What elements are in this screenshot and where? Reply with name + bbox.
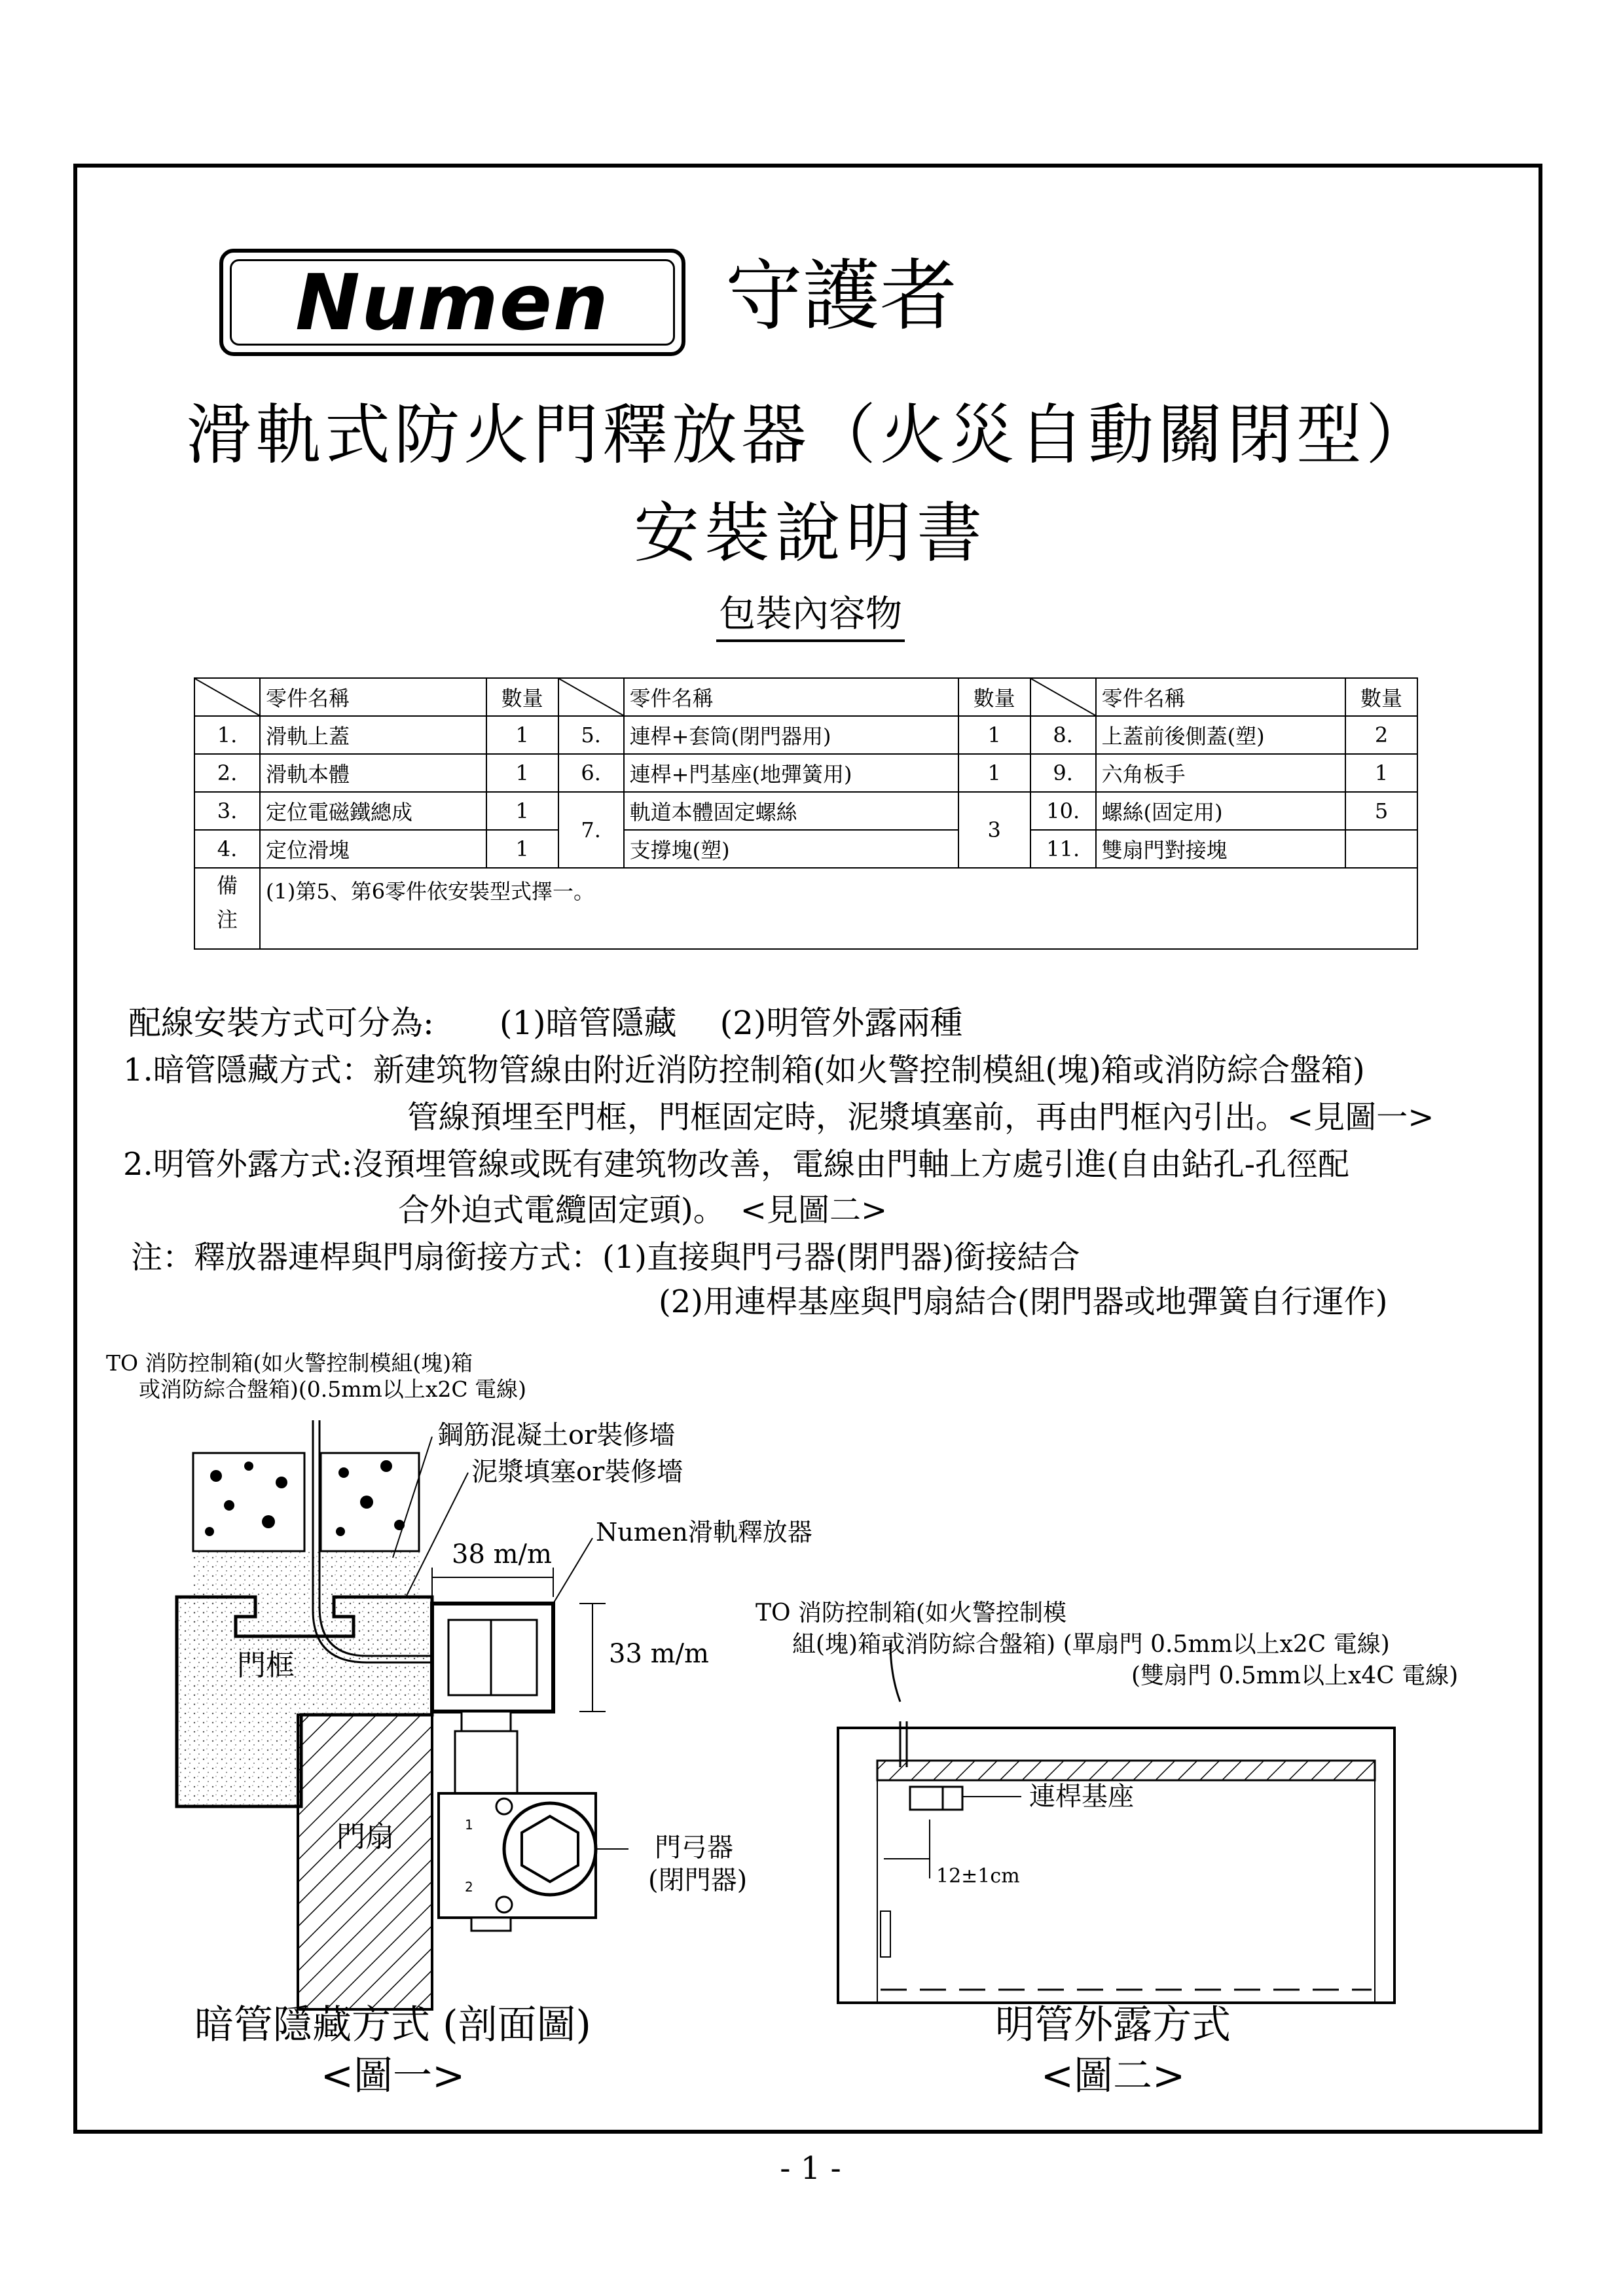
fig1-source-label-1: TO 消防控制箱(如火警控制模組(塊)箱 [106,1350,473,1376]
dim-width-value: 38 [452,1539,485,1570]
document-subtitle: 安裝說明書 [634,495,987,571]
note-label [194,868,260,949]
note-row [194,868,1417,949]
concealed-method: 1.暗管隱藏方式：新建筑物管線由附近消防控制箱(如火警控制模組(塊)箱或消防綜合盤箱) [123,1052,1365,1088]
part-name: 六角板手 [1096,754,1345,792]
package-contents-heading [0,592,1621,636]
part-no: 8. [1030,716,1096,754]
numen-logo [219,249,685,356]
part-no: 2. [194,754,260,792]
svg-text:1: 1 [465,1817,473,1833]
part-no: 6. [558,754,624,792]
table-row [194,716,1417,754]
part-name: 定位電磁鐵總成 [260,792,486,830]
part-qty: 1 [486,716,558,754]
table-row [194,754,1417,792]
part-name: 螺絲(固定用) [1096,792,1345,830]
fig2-base-label: 連桿基座 [1029,1782,1134,1812]
part-no: 9. [1030,754,1096,792]
figure-2-caption-text: 明管外露方式 [995,2002,1231,2048]
connection-note: 注：釋放器連桿與門扇銜接方式：(1)直接與門弓器(閉門器)銜接結合 [131,1239,1080,1276]
header-qty: 數量 [1345,678,1417,716]
part-name: 連桿+門基座(地彈簧用) [624,754,958,792]
part-qty: 1 [1345,754,1417,792]
part-qty [1345,830,1417,868]
figure-2-caption-ref: <圖二> [1040,2053,1186,2099]
exposed-method: 2.明管外露方式:沒預埋管線或既有建筑物改善，電線由門軸上方處引進(自由鉆孔-孔徑配 [123,1146,1349,1183]
svg-text:2: 2 [465,1879,473,1895]
parts-table [194,677,1418,950]
figure-1-caption-ref: <圖一> [320,2053,465,2099]
part-name: 滑軌上蓋 [260,716,486,754]
wiring-methods: 配線安裝方式可分為: (1)暗管隱藏 (2)明管外露兩種 [128,1004,963,1042]
fig1-wall-label: 鋼筋混凝土or裝修墻 [437,1420,676,1450]
fig1-device-label: Numen滑軌釋放器 [596,1518,812,1547]
brand-name: 守護者 [725,251,958,341]
part-name: 軌道本體固定螺絲 [624,792,958,830]
fig2-source-label-3: (雙扇門 0.5mm以上x4C 電線) [1131,1662,1459,1689]
part-name: 支撐塊(塑) [624,830,958,868]
document-title: 滑軌式防火門釋放器（火災自動關閉型） [186,397,1435,473]
part-qty: 5 [1345,792,1417,830]
figure-1-caption-text: 暗管隱藏方式 (剖面圖) [194,2002,591,2048]
fig1-closer-label-1: 門弓器 [655,1833,733,1863]
top-rail [877,1761,1375,1780]
note-label-2: 注 [216,907,238,932]
part-name: 定位滑塊 [260,830,486,868]
part-qty: 1 [486,792,558,830]
connection-note-cont: (2)用連桿基座與門扇結合(閉門器或地彈簧自行運作) [659,1283,1388,1320]
note-text: (1)第5、第6零件依安裝型式擇一。 [260,868,1417,949]
dim-unit: m/m [493,1539,552,1570]
fig1-grout-label: 泥漿填塞or裝修墻 [471,1457,683,1487]
figure-2-caption [851,2000,1375,2102]
header-name: 零件名稱 [260,678,486,716]
header-corner [558,678,624,716]
part-qty: 3 [958,792,1030,868]
part-name: 連桿+套筒(閉門器用) [624,716,958,754]
fig1-frame-label: 門框 [237,1649,295,1682]
page-number: - 1 - [780,2150,841,2187]
header-corner [194,678,260,716]
fig1-leaf-label: 門扇 [337,1820,394,1854]
figure-1-caption [131,2000,655,2102]
package-contents-label: 包裝內容物 [716,593,905,642]
header-qty: 數量 [958,678,1030,716]
part-name: 雙扇門對接塊 [1096,830,1345,868]
part-no: 1. [194,716,260,754]
part-no: 10. [1030,792,1096,830]
table-header-row [194,678,1417,716]
part-qty: 1 [958,716,1030,754]
header-corner [1030,678,1096,716]
part-name: 上蓋前後側蓋(塑) [1096,716,1345,754]
part-qty: 1 [486,830,558,868]
part-name: 滑軌本體 [260,754,486,792]
link-base [910,1787,943,1810]
header-name: 零件名稱 [624,678,958,716]
note-label-1: 備 [216,873,238,898]
fig1-source-label-2: 或消防綜合盤箱)(0.5mm以上x2C 電線) [139,1376,527,1402]
exposed-method-cont: 合外迫式電纜固定頭)。 <見圖二> [398,1192,888,1229]
table-row [194,830,1417,868]
part-qty: 1 [486,754,558,792]
part-no: 11. [1030,830,1096,868]
logo-text: Numen [230,259,675,346]
dim-height-value: 33 [609,1639,642,1669]
fig2-source-label-1: TO 消防控制箱(如火警控制模 [756,1600,1067,1626]
fig2-distance-label: 12±1cm [936,1865,1020,1888]
part-no: 7. [558,792,624,868]
table-row [194,792,1417,830]
part-qty: 2 [1345,716,1417,754]
part-no: 4. [194,830,260,868]
part-qty: 1 [958,754,1030,792]
header-name: 零件名稱 [1096,678,1345,716]
fig2-source-label-2: 組(塊)箱或消防綜合盤箱) (單扇門 0.5mm以上x2C 電線) [792,1631,1390,1658]
part-no: 5. [558,716,624,754]
concealed-method-cont: 管線預埋至門框，門框固定時，泥漿填塞前，再由門框內引出。<見圖一> [407,1099,1434,1136]
part-no: 3. [194,792,260,830]
dim-unit: m/m [650,1639,709,1669]
header-qty: 數量 [486,678,558,716]
fig1-closer-label-2: (閉門器) [648,1865,748,1895]
